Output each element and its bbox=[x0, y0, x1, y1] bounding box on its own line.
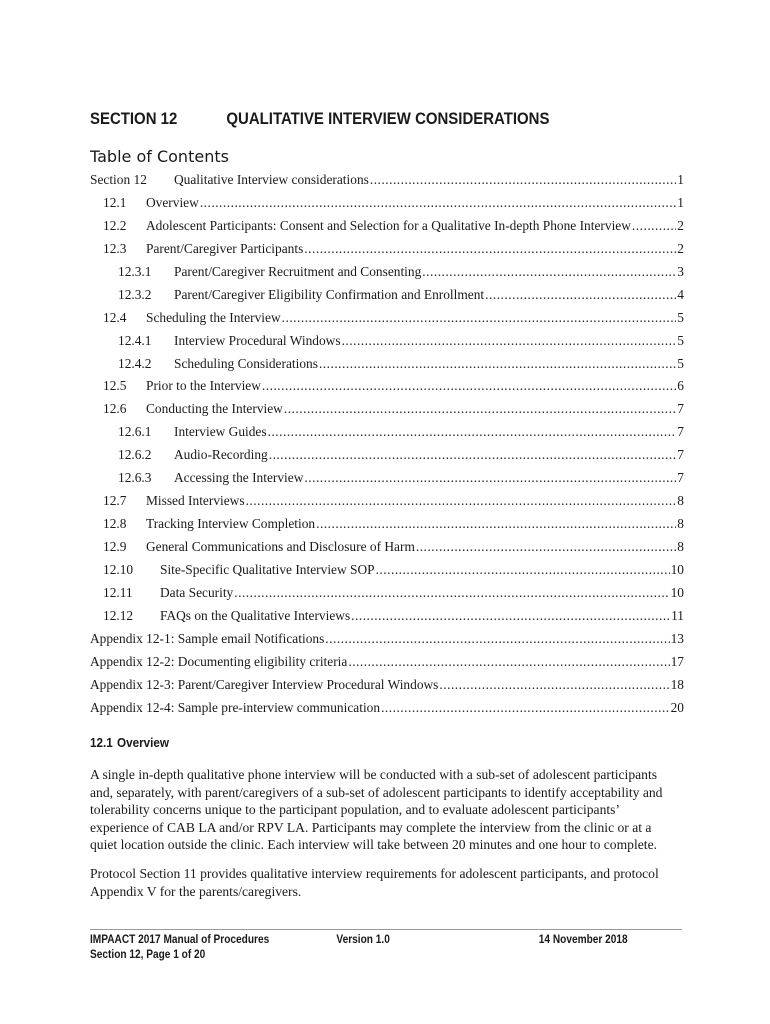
footer-divider bbox=[90, 929, 682, 930]
toc-entry-12-4-2[interactable] bbox=[90, 352, 684, 375]
toc-entry-12-12[interactable] bbox=[90, 604, 684, 627]
toc-entry-12-1[interactable] bbox=[90, 191, 684, 214]
toc-entry-page: 7 bbox=[677, 470, 684, 486]
toc-entry-number: 12.12 bbox=[103, 607, 134, 623]
toc-entry-appendix-12-1[interactable] bbox=[90, 627, 684, 650]
toc-entry-label: Scheduling Considerations bbox=[174, 355, 318, 371]
toc-entry-number: 12.10 bbox=[103, 561, 134, 577]
toc-entry-page: 8 bbox=[677, 493, 684, 509]
toc-entry-number: 12.9 bbox=[103, 539, 127, 554]
toc-entry-label: Missed Interviews bbox=[146, 493, 245, 509]
toc-entry-label: Interview Procedural Windows bbox=[174, 332, 341, 348]
toc-entry-number: 12.3 bbox=[103, 240, 127, 256]
toc-entry-number: 12.7 bbox=[103, 493, 127, 509]
toc-entry-label: Audio-Recording bbox=[174, 447, 268, 463]
toc-entry-label: Parent/Caregiver Recruitment and Consenting bbox=[174, 263, 422, 279]
toc-entry-appendix-12-2[interactable] bbox=[90, 650, 684, 673]
toc-entry-label: Parent/Caregiver Eligibility Confirmation and Enrollment bbox=[174, 286, 485, 302]
toc-entry-label: Site-Specific Qualitative Interview SOP bbox=[160, 561, 375, 577]
toc-entry-number: 12.8 bbox=[103, 516, 127, 532]
toc-entry-number: 12.11 bbox=[103, 584, 133, 600]
toc-entry-label: Conducting the Interview bbox=[146, 401, 283, 417]
overview-heading bbox=[90, 735, 169, 750]
toc-entry-page: 8 bbox=[677, 516, 684, 532]
toc-entry-page: 2 bbox=[677, 240, 684, 256]
toc-title: Table of Contents bbox=[90, 147, 229, 166]
toc-entry-number: 12.5 bbox=[103, 378, 127, 394]
toc-entry-label: Appendix 12-1: Sample email Notifications bbox=[90, 630, 325, 646]
toc-entry-page: 7 bbox=[677, 447, 684, 463]
toc-entry-label: Appendix 12-2: Documenting eligibility criteria bbox=[90, 653, 348, 669]
toc-entry-page: 3 bbox=[677, 263, 684, 279]
toc-entry-12-6-1[interactable] bbox=[90, 420, 684, 443]
toc-entry-number: 12.1 bbox=[103, 194, 127, 210]
footer-manual: IMPAACT 2017 Manual of Procedures bbox=[90, 934, 270, 946]
section-title: QUALITATIVE INTERVIEW CONSIDERATIONS bbox=[226, 109, 550, 128]
toc-entry-page: 5 bbox=[677, 332, 684, 348]
toc-entry-12-10[interactable] bbox=[90, 558, 684, 581]
toc-entry-label: Appendix 12-4: Sample pre-interview communication bbox=[90, 699, 381, 715]
toc-entry-label: Qualitative Interview considerations bbox=[174, 172, 369, 187]
footer-page-info: Section 12, Page 1 of 20 bbox=[90, 949, 206, 961]
toc-entry-section-12[interactable] bbox=[90, 168, 684, 191]
toc-entry-label: Interview Guides bbox=[174, 424, 267, 440]
toc-entry-label: Data Security bbox=[160, 584, 234, 600]
toc-entry-page: 6 bbox=[677, 378, 684, 394]
toc-entry-page: 10 bbox=[670, 561, 684, 577]
toc-entry-number: 12.3.1 bbox=[118, 263, 152, 279]
toc-entry-number: 12.6.1 bbox=[118, 424, 152, 440]
toc-entry-page: 4 bbox=[677, 286, 684, 302]
toc-entry-number: 12.4.1 bbox=[118, 332, 152, 348]
toc-entry-page: 5 bbox=[677, 355, 684, 371]
section-number: SECTION 12 bbox=[90, 109, 178, 128]
toc-entry-label: FAQs on the Qualitative Interviews bbox=[160, 607, 351, 623]
footer-date: 14 November 2018 bbox=[538, 934, 628, 946]
toc-entry-appendix-12-4[interactable] bbox=[90, 696, 684, 719]
toc-entry-12-3[interactable] bbox=[90, 237, 684, 260]
toc-entry-12-9[interactable] bbox=[90, 535, 684, 558]
toc-entry-number: 12.3.2 bbox=[118, 286, 152, 302]
table-of-contents bbox=[90, 168, 684, 719]
toc-entry-page: 20 bbox=[670, 699, 684, 715]
toc-entry-12-4[interactable] bbox=[90, 306, 684, 329]
toc-entry-12-5[interactable] bbox=[90, 374, 684, 397]
page-footer bbox=[90, 933, 628, 963]
toc-entry-number: 12.6.3 bbox=[118, 470, 152, 486]
toc-entry-page: 17 bbox=[670, 653, 684, 669]
toc-entry-label: Accessing the Interview bbox=[174, 470, 304, 486]
toc-entry-label: General Communications and Disclosure of Harm bbox=[146, 539, 415, 554]
toc-entry-label: Appendix 12-3: Parent/Caregiver Interview Procedural Windows bbox=[90, 676, 439, 692]
toc-entry-number: 12.4.2 bbox=[118, 355, 152, 371]
toc-entry-label: Prior to the Interview bbox=[146, 378, 261, 394]
overview-paragraph-2: Protocol Section 11 provides qualitative interview requirements for adolescent participants, and protocol Appendix V for the parents/caregivers. bbox=[90, 866, 659, 899]
toc-entry-12-6[interactable] bbox=[90, 397, 684, 420]
toc-entry-12-6-3[interactable] bbox=[90, 466, 684, 489]
toc-entry-page: 11 bbox=[671, 607, 684, 623]
toc-entry-number: Section 12 bbox=[90, 172, 147, 187]
toc-entry-12-6-2[interactable] bbox=[90, 443, 684, 466]
toc-entry-label: Overview bbox=[146, 194, 199, 210]
toc-entry-page: 8 bbox=[677, 539, 684, 554]
overview-number: 12.1 bbox=[90, 735, 113, 750]
toc-entry-label: Tracking Interview Completion bbox=[146, 516, 316, 532]
toc-entry-label: Adolescent Participants: Consent and Selection for a Qualitative In-depth Phone Interview bbox=[146, 217, 631, 233]
toc-entry-page: 13 bbox=[670, 630, 684, 646]
toc-entry-label: Parent/Caregiver Participants bbox=[146, 240, 304, 256]
toc-entry-12-8[interactable] bbox=[90, 512, 684, 535]
toc-entry-12-2[interactable] bbox=[90, 214, 684, 237]
toc-entry-12-7[interactable] bbox=[90, 489, 684, 512]
toc-entry-12-3-2[interactable] bbox=[90, 283, 684, 306]
toc-entry-appendix-12-3[interactable] bbox=[90, 673, 684, 696]
section-heading bbox=[90, 109, 618, 135]
toc-entry-number: 12.6 bbox=[103, 401, 127, 417]
toc-entry-page: 7 bbox=[677, 401, 684, 417]
overview-paragraph-1: A single in-depth qualitative phone interview will be conducted with a sub-set of adolescent participants and, separately, with parent/caregivers of a sub-set of adolescent participants to identify acceptability and tolerability concerns unique to the participant population, and to evaluate adolescent participants’ experience of CAB LA and/or RPV LA. Participants may complete the interview from the clinic or at a quiet location outside the clinic. Each interview will take between 20 minutes and one hour to complete. bbox=[90, 767, 663, 853]
toc-entry-12-3-1[interactable] bbox=[90, 260, 684, 283]
toc-entry-page: 1 bbox=[677, 172, 684, 187]
toc-entry-12-11[interactable] bbox=[90, 581, 684, 604]
footer-version: Version 1.0 bbox=[336, 934, 390, 946]
toc-entry-page: 7 bbox=[677, 424, 684, 440]
toc-entry-page: 10 bbox=[670, 584, 684, 600]
toc-entry-page: 5 bbox=[677, 309, 684, 325]
toc-entry-number: 12.6.2 bbox=[118, 447, 152, 463]
overview-title: Overview bbox=[117, 735, 170, 750]
toc-entry-page: 18 bbox=[670, 676, 684, 692]
toc-entry-number: 12.2 bbox=[103, 217, 127, 233]
toc-entry-12-4-1[interactable] bbox=[90, 329, 684, 352]
toc-entry-label: Scheduling the Interview bbox=[146, 309, 281, 325]
toc-entry-number: 12.4 bbox=[103, 309, 127, 325]
toc-entry-page: 2 bbox=[677, 217, 684, 233]
toc-entry-page: 1 bbox=[677, 194, 684, 210]
